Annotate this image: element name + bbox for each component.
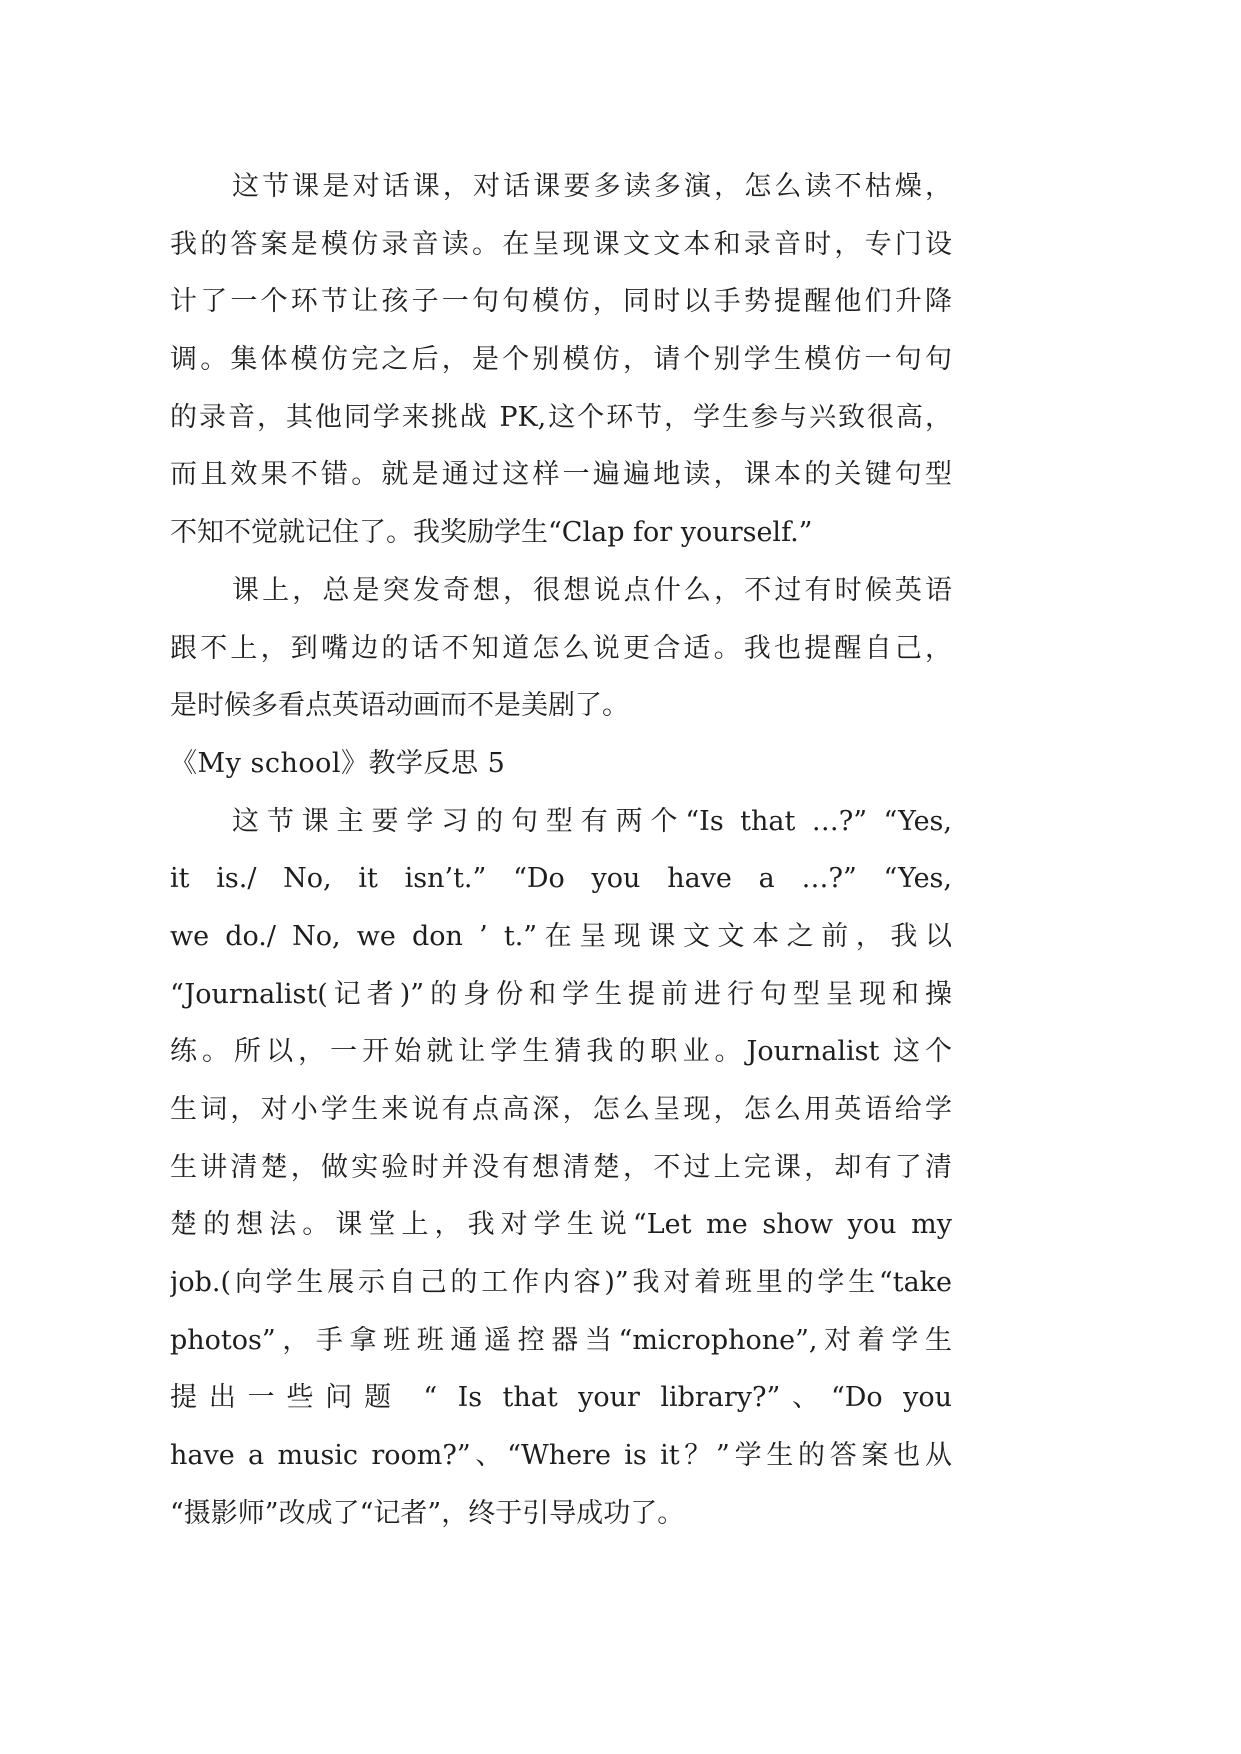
- paragraph-line: it is./ No, it isn’t.” “Do you have a …?” “Yes,: [170, 863, 952, 895]
- paragraph-line: 计了一个环节让孩子一句句模仿，同时以手势提醒他们升降: [170, 286, 952, 318]
- paragraph-line: 楚的想法。课堂上，我对学生说“Let me show you my: [170, 1209, 952, 1241]
- paragraph-line: 是时候多看点英语动画而不是美剧了。: [170, 690, 629, 722]
- paragraph-line: 的录音，其他同学来挑战 PK,这个环节，学生参与兴致很高，: [170, 401, 952, 433]
- paragraph-line: 生讲清楚，做实验时并没有想清楚，不过上完课，却有了清: [170, 1151, 952, 1183]
- document-body: [170, 158, 952, 1543]
- paragraph-line: have a music room?”、“Where is it？”学生的答案也从: [170, 1440, 952, 1472]
- paragraph-line: 这节课主要学习的句型有两个“Is that …?” “Yes,: [232, 805, 952, 837]
- paragraph-line: photos”，手拿班班通遥控器当“microphone”,对着学生: [170, 1324, 952, 1356]
- paragraph-line: 生词，对小学生来说有点高深，怎么呈现，怎么用英语给学: [170, 1094, 952, 1125]
- paragraph-line: “Journalist(记者)”的身份和学生提前进行句型呈现和操: [170, 978, 952, 1010]
- paragraph-line: 课上，总是突发奇想，很想说点什么，不过有时候英语: [232, 574, 952, 606]
- paragraph-line: we do./ No, we don ’ t.”在呈现课文文本之前，我以: [170, 920, 952, 952]
- paragraph-line: 不知不觉就记住了。我奖励学生“Clap for yourself.”: [170, 517, 813, 549]
- section-title: 《My school》教学反思 5: [170, 747, 506, 779]
- paragraph-line: job.(向学生展示自己的工作内容)”我对着班里的学生“take: [170, 1267, 952, 1299]
- paragraph-line: 跟不上，到嘴边的话不知道怎么说更合适。我也提醒自己，: [170, 632, 952, 664]
- paragraph-line: 我的答案是模仿录音读。在呈现课文文本和录音时，专门设: [170, 228, 952, 260]
- paragraph-line: 这节课是对话课，对话课要多读多演，怎么读不枯燥，: [232, 171, 952, 202]
- paragraph-line: 调。集体模仿完之后，是个别模仿，请个别学生模仿一句句: [170, 344, 952, 376]
- paragraph-line: “摄影师”改成了“记者”，终于引导成功了。: [170, 1497, 685, 1529]
- paragraph-line: 而且效果不错。就是通过这样一遍遍地读，课本的关键句型: [170, 459, 952, 491]
- paragraph-line: 提出一些问题 “ Is that your library?”、“Do you: [170, 1382, 952, 1414]
- paragraph-line: 练。所以，一开始就让学生猜我的职业。Journalist 这个: [170, 1036, 952, 1068]
